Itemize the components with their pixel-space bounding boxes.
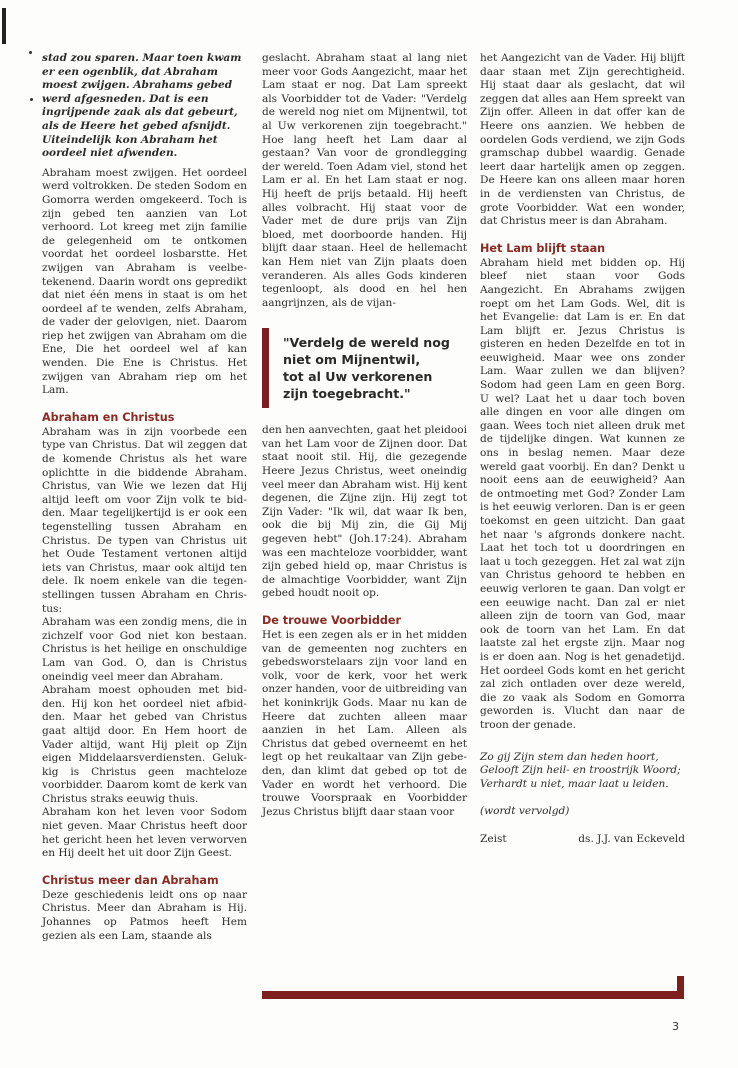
signature-place: Zeist <box>480 832 507 845</box>
column-1 <box>42 52 247 943</box>
scan-dot <box>30 98 33 101</box>
footer-rule-cap <box>677 976 684 999</box>
page-number: 3 <box>672 1020 679 1033</box>
verse-line: Gelooft Zijn heil- en troostrijk Woord; <box>480 764 681 777</box>
body-paragraph: Abraham was in zijn voorbede een type van Christus. Dat wil zeggen dat de komende Christus als het ware oplichtte in die biddende Abraham. Christus, van Wie we lezen dat Hij altijd leeft om voor Zijn volk te bidden. Maar tegelijkertijd is er ook een tegenstelling tussen Abraham en Christus. De typen van Christus uit het Oude Testament vertonen altijd iets van Christus, maar ook altijd ten dele. Ik noem enkele van die tegenstellingen tussen Abraham en Christus: <box>42 425 247 615</box>
body-paragraph: Abraham hield met bidden op. Hij bleef niet staan voor Gods Aangezicht. En Abrahams zwijgen roept om het Lam Gods. Wel, dit is het Evangelie: dat Lam is er. En dat Lam blijft er. Jezus Christus is gisteren en heden Dezelfde en tot in eeuwigheid. Maar wee ons zonder Lam. Waar zullen we dan blijven? Sodom had geen Lam en geen Borg. U wel? Laat het u daar toch boven alle dingen en voor alle dingen om gaan. Wees toch niet alleen druk met de tijdelijke dingen. Wat kunnen ze ons in beslag nemen. Maar deze wereld gaat voorbij. En dan? Denkt u nooit eens aan de eeuwigheid? Aan de ontmoeting met God? Zonder Lam is het eeuwig verloren. Dan is er geen toekomst en geen uitzicht. Dan gaat het naar 's afgronds donkere nacht. Laat het toch tot u doordringen en laat u toch gezeggen. Het zal wat zijn van Christus gehoord te hebben en eeuwig verloren te gaan. Dan volgt er een eeuwige nacht. Dan zal er niet alleen zijn de toorn van God, maar ook de toorn van het Lam. En dat laatste zal het ergste zijn. Maar nog is er doen aan. Nog is het genadetijd. Het oordeel Gods komt en het gericht zal zich ontladen over deze wereld, die zo vaak als Sodom en Gomorra geworden is. Vlucht dan naar de troon der genade. <box>480 256 685 731</box>
body-paragraph: Abraham was een zondig mens, die in zichzelf voor God niet kon bestaan. Christus is het heilige en onschuldige Lam van God. O, dan is Christus oneindig veel meer dan Abraham. <box>42 616 247 683</box>
pull-quote-line: tot al Uw verkorenen <box>283 369 433 385</box>
signature <box>480 833 685 847</box>
verse-line: Zo gij Zijn stem dan heden hoort, <box>480 750 659 763</box>
pull-quote-line: "Verdelg de wereld nog <box>283 335 450 351</box>
continued-note: (wordt vervolgd) <box>480 805 570 818</box>
body-paragraph: geslacht. Abraham staat al lang niet meer voor Gods Aangezicht, maar het Lam staat er nog. Dat Lam spreekt als Voorbidder tot de Vader: "Verdelg de wereld nog niet om Mijnentwil, tot al Uw verkorenen zijn toegebracht." Hoe lang heeft het Lam daar al gestaan? Van voor de grondlegging der wereld. Toen Adam viel, stond het Lam er al. En het Lam staat er nog. Hij heeft de prijs betaald. Hij heeft alles volbracht. Hij staat voor de Vader met de dure prijs van Zijn bloed, met doorboorde handen. Hij blijft daar staan. Heel de hellemacht kan Hem niet van Zijn plaats doen veranderen. Als alles Gods kinderen tegenloopt, als dood en hel hen aangrijnzen, als de vijan- <box>262 52 467 309</box>
verse-line: Verhardt u niet, maar laat u leiden. <box>480 777 669 790</box>
scan-edge-mark <box>2 8 6 44</box>
scan-dot <box>29 51 32 54</box>
body-paragraph: Deze geschiedenis leidt ons op naar Christus. Meer dan Abraham is Hij. Johannes op Patmos heeft Hem gezien als een Lam, staande als <box>42 888 247 942</box>
signature-author: ds. J.J. van Eckeveld <box>578 832 685 845</box>
body-paragraph: het Aangezicht van de Vader. Hij blijft daar staan met Zijn gerechtigheid. Hij staat daar als geslacht, dat wil zeggen dat alles aan Hem spreekt van Zijn offer. Alleen in dat offer kan de Heere ons aanzien. We hebben de oordelen Gods verdiend, we zijn Gods gramschap dubbel waardig. Genade leert daar hartelijk amen op zeggen. De Heere kan ons alleen maar horen in de verdiensten van Christus, de grote Voorbidder. Wat een wonder, dat Christus meer is dan Abraham. <box>480 52 685 228</box>
section-heading: De trouwe Voorbidder <box>262 614 402 627</box>
pull-quote-line: niet om Mijnentwil, <box>283 352 421 368</box>
body-paragraph: Abraham moest zwijgen. Het oordeel werd voltrokken. De steden Sodom en Gomorra werden omgekeerd. Toch is zijn gebed ten aanzien van Lot verhoord. Lot kreeg met zijn familie de gelegenheid om te ontkomen voordat het oordeel losbarstte. Het zwijgen van Abraham is veelbetekenend. Daarin wordt ons gepredikt dat niet één mens in staat is om het oordeel af te wenden, zelfs Abraham, de vader der gelovigen, niet. Daarom riep het zwijgen van Abraham om die Ene, Die het oordeel wel af kan wenden. Die Ene is Christus. Het zwijgen van Abraham riep om het Lam. <box>42 166 247 397</box>
column-2 <box>262 52 467 819</box>
section-heading: Christus meer dan Abraham <box>42 873 219 887</box>
intro-paragraph: stad zou sparen. Maar toen kwam er een ogenblik, dat Abraham moest zwijgen. Abrahams gebed werd afgesneden. Dat is een ingrijpende zaak als dat gebeurt, als de Heere het gebed afsnijdt. Uiteindelijk kon Abraham het oordeel niet afwenden. <box>42 52 242 160</box>
section-heading: Abraham en Christus <box>42 410 175 424</box>
pull-quote <box>262 328 467 408</box>
pull-quote-line: zijn toegebracht." <box>283 386 411 402</box>
body-paragraph: Het is een zegen als er in het midden van de gemeenten nog zuchters en gebedsworstelaars zijn voor land en volk, voor de kerk, voor het werk onzer handen, voor de uitbreiding van het koninkrijk Gods. Maar nu kan de Heere dat zuchten alleen maar aanzien in het Lam. Alleen als Christus dat gebed overneemt en het legt op het reukaltaar van Zijn gebeden, dan klimt dat gebed op tot de Vader en wordt het verhoord. Die trouwe Voorspraak en Voorbidder Jezus Christus blijft daar staan voor <box>262 629 467 818</box>
body-paragraph: den hen aanvechten, gaat het pleidooi van het Lam voor de Zijnen door. Dat staat nooit stil. Hij, die gezegende Heere Jezus Christus, weet oneindig veel meer dan Abraham wist. Hij kent degenen, die Zijne zijn. Hij zegt tot Zijn Vader: "Ik wil, dat waar Ik ben, ook die bij Mij zin, die Gij Mij gegeven hebt" (Joh.17:24). Abraham was een machteloze voorbidder, want zijn gebed hield op, maar Christus is de almachtige Voorbidder, want Zijn gebed houdt nooit op. <box>262 424 467 600</box>
body-paragraph: Abraham moest ophouden met bidden. Hij kon het oordeel niet afbidden. Maar het gebed van Christus gaat altijd door. En Hem hoort de Vader altijd, want Hij pleit op Zijn eigen Middelaarsverdiensten. Gelukkig is Christus geen machteloze voorbidder. Daarom komt de kerk van Christus straks eeuwig thuis. <box>42 684 247 805</box>
column-3 <box>480 52 685 846</box>
body-paragraph: Abraham kon het leven voor Sodom niet geven. Maar Christus heeft door het gericht heen het leven verworven en Hij deelt het uit door Zijn Geest. <box>42 806 247 860</box>
section-heading: Het Lam blijft staan <box>480 241 606 255</box>
footer-rule <box>262 991 682 999</box>
